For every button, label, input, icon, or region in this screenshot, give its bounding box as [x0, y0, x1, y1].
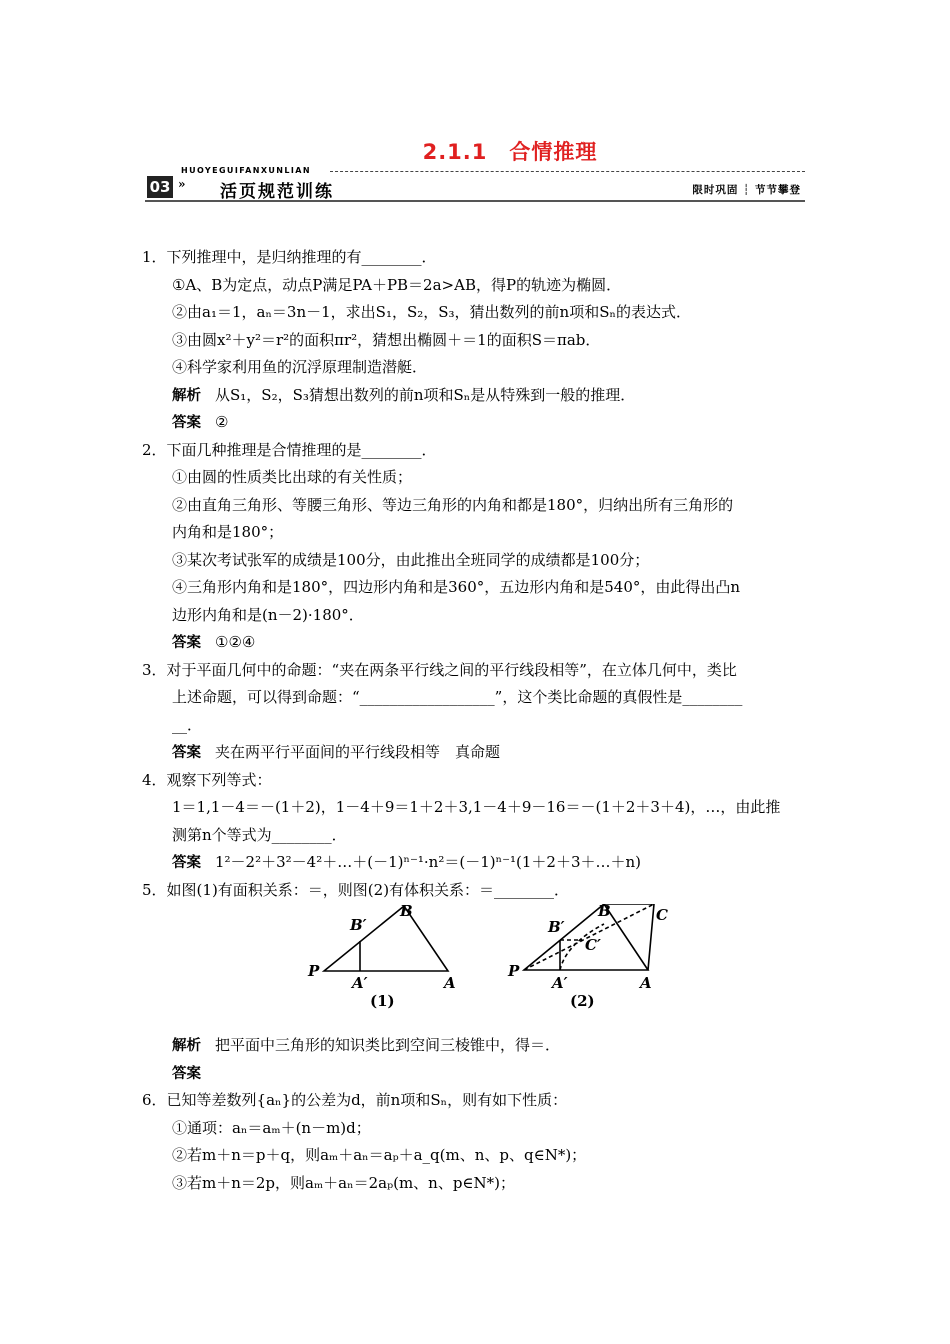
fig2-label-a1: A′ — [552, 974, 568, 992]
fig1-triangle — [324, 906, 448, 971]
answer-label: 答案 — [172, 855, 201, 871]
q6-property-1: ①通项：aₙ＝aₘ＋(n－m)d； — [172, 1118, 371, 1137]
question-6: 6．已知等差数列{aₙ}的公差为d，前n项和Sₙ，则有如下性质： — [142, 1091, 568, 1109]
question-1: 1．下列推理中，是归纳推理的有________． — [142, 248, 437, 266]
q5-analysis-text: 把平面中三角形的知识类比到空间三棱锥中，得＝． — [215, 1036, 561, 1054]
fig1-label-a1: A′ — [352, 974, 368, 992]
q2-option-4: ④三角形内角和是180°，四边形内角和是360°，五边形内角和是540°，由此得出凸n — [172, 578, 741, 596]
question-3-cont-2: __． — [172, 715, 203, 734]
question-3-cont: 上述命题，可以得到命题：“__________________”，这个类比命题的真假性是________ — [172, 688, 743, 706]
q3-answer-text: 夹在两平行平面间的平行线段相等 真命题 — [215, 743, 501, 761]
question-3: 3．对于平面几何中的命题：“夹在两条平行线之间的平行线段相等”，在立体几何中，类比 — [142, 660, 737, 679]
q1-option-3: ③由圆x²＋y²＝r²的面积πr²，猜想出椭圆＋＝1的面积S＝πab． — [172, 330, 601, 349]
answer-label: 答案 — [172, 1065, 201, 1082]
answer-label: 答案 — [172, 415, 201, 431]
q1-answer — [142, 409, 806, 437]
question-4: 4．观察下列等式： — [142, 770, 272, 789]
q4-answer — [142, 849, 806, 877]
banner-pinyin: HUOYEGUIFANXUNLIAN — [181, 166, 311, 175]
fig2-label-b1: B′ — [548, 918, 565, 936]
exercise-list — [142, 244, 806, 1197]
q1-answer-text: ② — [215, 413, 229, 431]
q3-answer — [142, 739, 806, 767]
fig1-label-b1: B′ — [350, 916, 367, 934]
q4-equations-cont: 测第n个等式为________． — [172, 825, 347, 844]
q2-option-1: ①由圆的性质类比出球的有关性质； — [172, 468, 413, 486]
fig2-caption: (2) — [570, 992, 595, 1010]
geometry-figure — [142, 904, 806, 1032]
fig2-label-c: C — [656, 906, 668, 924]
double-chevron-icon: » — [178, 177, 186, 191]
q4-equations: 1＝1,1－4＝－(1＋2)，1－4＋9＝1＋2＋3,1－4＋9－16＝－(1＋2＋3＋4)，…，由此推 — [172, 798, 781, 816]
q1-analysis — [142, 382, 806, 410]
q2-option-4-cont: 边形内角和是(n－2)·180°． — [172, 605, 364, 624]
fig2-label-b: B — [598, 904, 611, 920]
banner-right-label: 限时巩固 ┆ 节节攀登 — [692, 184, 801, 196]
fig2-label-c1: C′ — [585, 936, 601, 954]
q2-option-3: ③某次考试张军的成绩是100分，由此推出全班同学的成绩都是100分； — [172, 550, 650, 569]
analysis-label: 解析 — [172, 1038, 201, 1054]
q5-answer — [142, 1060, 806, 1088]
q4-answer-text: 1²－2²＋3²－4²＋…＋(－1)ⁿ⁻¹·n²＝(－1)ⁿ⁻¹(1＋2＋3＋…＋n) — [215, 853, 641, 871]
triangle-diagrams — [302, 904, 722, 1032]
section-banner — [145, 166, 805, 206]
fig2-label-a: A — [640, 974, 652, 992]
page-title: 2.1.1 合情推理 — [422, 140, 598, 164]
analysis-label: 解析 — [172, 387, 201, 404]
question-5: 5．如图(1)有面积关系：＝，则图(2)有体积关系：＝________． — [142, 880, 570, 899]
q2-answer-text: ①②④ — [215, 633, 256, 651]
fig1-label-a: A — [444, 974, 456, 992]
answer-label: 答案 — [172, 635, 201, 651]
fig1-label-b: B — [400, 904, 413, 920]
q1-option-2: ②由a₁＝1，aₙ＝3n－1，求出S₁，S₂，S₃，猜出数列的前n项和Sₙ的表达式． — [172, 303, 691, 321]
banner-number: 03 — [147, 176, 173, 198]
q5-analysis — [142, 1032, 806, 1060]
q2-answer — [142, 629, 806, 657]
banner-section-title: 活页规范训练 — [220, 182, 334, 202]
question-2: 2．下面几种推理是合情推理的是________． — [142, 440, 437, 459]
banner-rule — [145, 200, 805, 202]
q1-option-1: ①A、B为定点，动点P满足PA＋PB＝2a>AB，得P的轨迹为椭圆． — [172, 275, 622, 294]
q1-analysis-text: 从S₁，S₂，S₃猜想出数列的前n项和Sₙ是从特殊到一般的推理． — [215, 385, 636, 404]
fig1-caption: (1) — [370, 992, 395, 1010]
q1-option-4: ④科学家利用鱼的沉浮原理制造潜艇． — [172, 358, 428, 376]
fig2-label-p: P — [508, 962, 520, 980]
answer-label: 答案 — [172, 745, 201, 761]
fig1-label-p: P — [308, 962, 320, 980]
q2-option-2: ②由直角三角形、等腰三角形、等边三角形的内角和都是180°，归纳出所有三角形的 — [172, 495, 734, 514]
q6-property-2: ②若m＋n＝p＋q，则aₘ＋aₙ＝aₚ＋a_q(m、n、p、q∈N*)； — [172, 1146, 587, 1164]
q2-option-2-cont: 内角和是180°； — [172, 523, 284, 541]
banner-dashed-rule — [330, 171, 805, 172]
q6-property-3: ③若m＋n＝2p，则aₘ＋aₙ＝2aₚ(m、n、p∈N*)； — [172, 1173, 516, 1192]
